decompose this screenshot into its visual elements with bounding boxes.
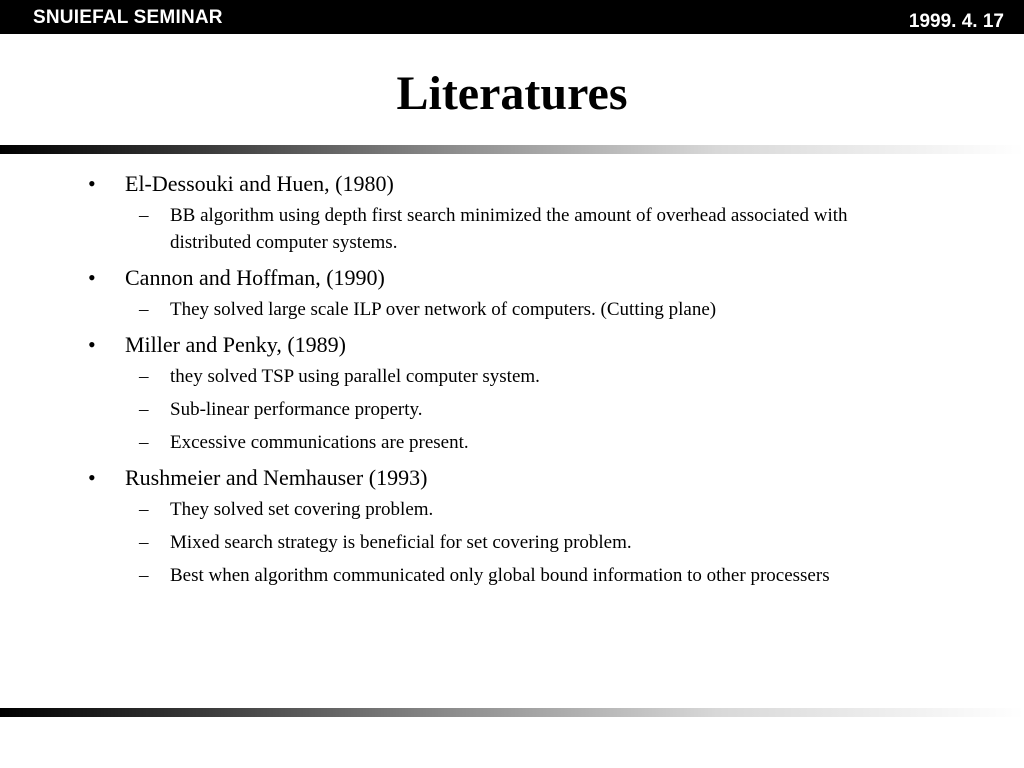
sub-list-item xyxy=(0,429,870,456)
bullet-list xyxy=(0,170,1024,595)
dash-icon: – xyxy=(139,205,149,226)
sub-list-item xyxy=(0,496,870,523)
sub-list-item-text: BB algorithm using depth first search minimized the amount of overhead associated with distributed computer systems. xyxy=(170,205,848,253)
sub-list-item-text: Mixed search strategy is beneficial for set covering problem. xyxy=(170,532,632,553)
sub-list-item xyxy=(0,202,870,256)
dash-icon: – xyxy=(139,532,149,553)
list-item xyxy=(0,331,885,358)
list-item-text: Rushmeier and Nemhauser (1993) xyxy=(125,465,428,490)
sub-list-item xyxy=(0,396,870,423)
bullet-icon: • xyxy=(88,171,96,196)
sub-list-item xyxy=(0,529,870,556)
sub-list-item xyxy=(0,296,870,323)
dash-icon: – xyxy=(139,432,149,453)
list-item-text: Cannon and Hoffman, (1990) xyxy=(125,265,385,290)
dash-icon: – xyxy=(139,399,149,420)
dash-icon: – xyxy=(139,366,149,387)
dash-icon: – xyxy=(139,565,149,586)
dash-icon: – xyxy=(139,299,149,320)
date-label: 1999. 4. 17 xyxy=(908,11,1004,32)
sub-list-item-text: Best when algorithm communicated only global bound information to other processers xyxy=(170,565,830,586)
bottom-divider xyxy=(0,708,1024,717)
sub-list-item-text: They solved large scale ILP over network of computers. (Cutting plane) xyxy=(170,299,717,320)
top-divider xyxy=(0,145,1024,154)
header-bar xyxy=(0,0,1024,34)
sub-list-item xyxy=(0,562,870,589)
dash-icon: – xyxy=(139,499,149,520)
list-item xyxy=(0,264,885,291)
list-item xyxy=(0,464,885,491)
list-item-text: Miller and Penky, (1989) xyxy=(125,332,346,357)
bullet-icon: • xyxy=(88,465,96,490)
sub-list-item xyxy=(0,363,870,390)
list-item-text: El-Dessouki and Huen, (1980) xyxy=(125,171,394,196)
sub-list-item-text: Excessive communications are present. xyxy=(170,432,469,453)
bullet-icon: • xyxy=(88,332,96,357)
bullet-icon: • xyxy=(88,265,96,290)
sub-list-item-text: Sub-linear performance property. xyxy=(170,399,423,420)
sub-list-item-text: they solved TSP using parallel computer system. xyxy=(170,366,540,387)
slide-title: Literatures xyxy=(396,67,628,120)
seminar-label: SNUIEFAL SEMINAR xyxy=(33,7,223,28)
list-item xyxy=(0,170,885,197)
sub-list-item-text: They solved set covering problem. xyxy=(170,499,434,520)
